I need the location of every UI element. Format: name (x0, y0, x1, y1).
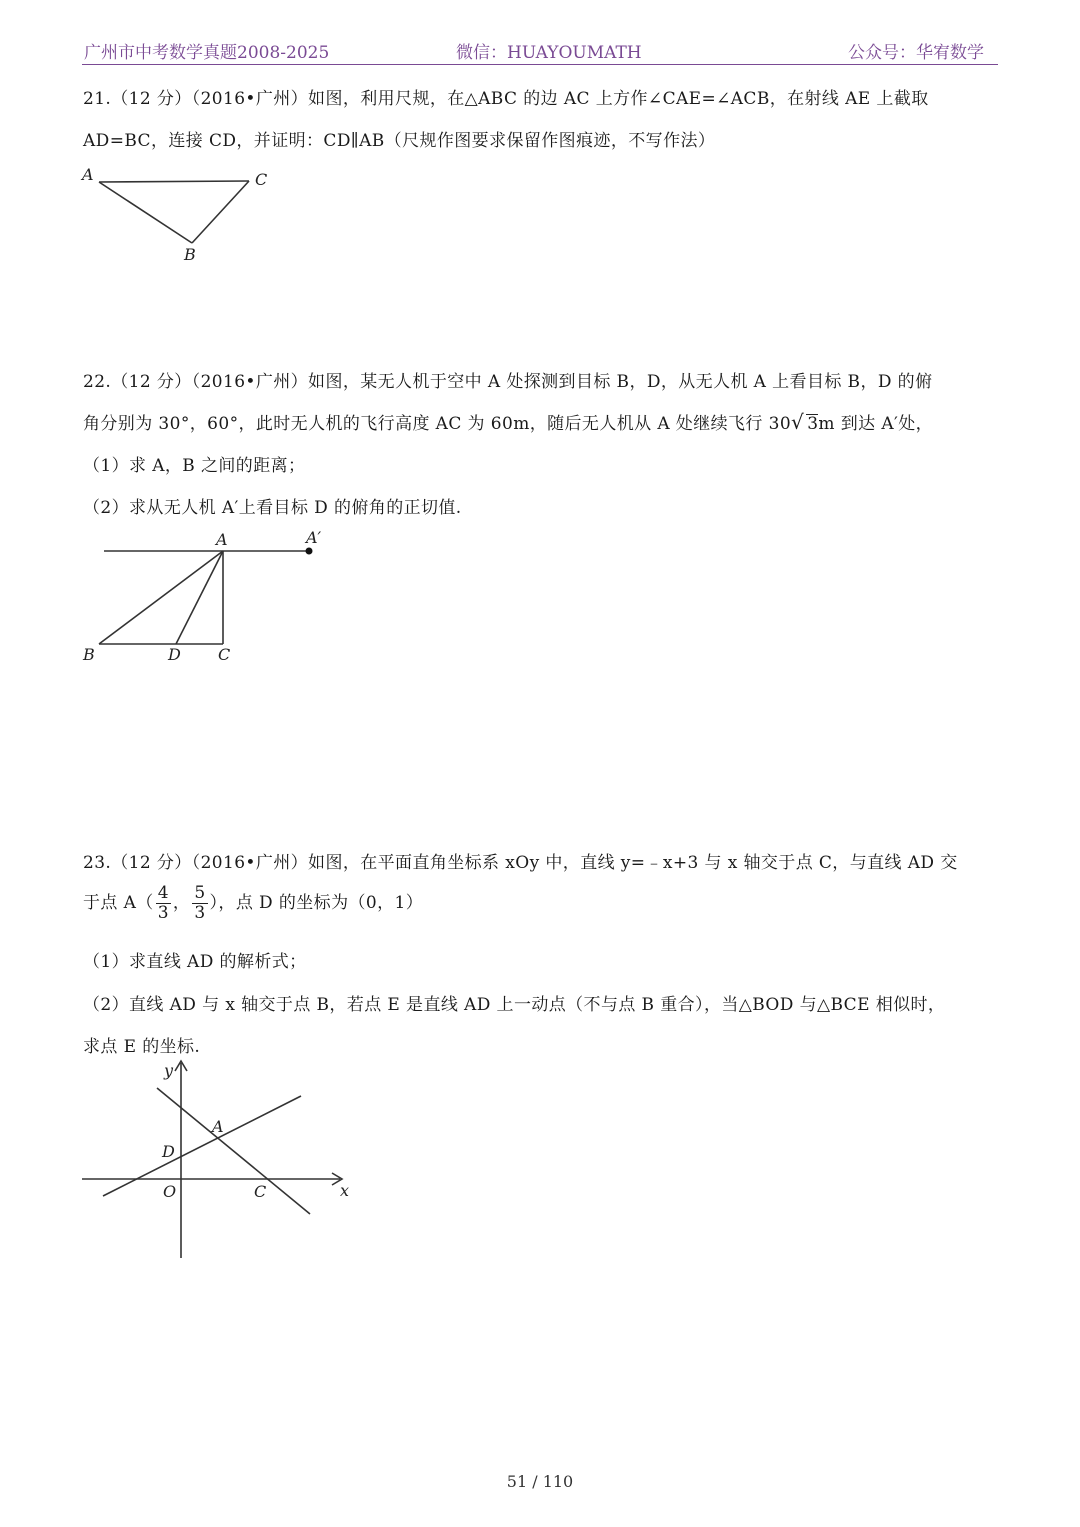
q23-fraction-y (192, 884, 207, 923)
q22-part2: （2）求从无人机 A′上看目标 D 的俯角的正切值. (83, 498, 462, 518)
q22-text-line1: 22.（12 分）（2016•广州）如图，某无人机于空中 A 处探测到目标 B，D，从无人机 A 上看目标 B，D 的俯 (83, 372, 933, 392)
q21-label-b: B (184, 245, 196, 264)
header-wechat: 微信：HUAYOUMATH (456, 43, 642, 63)
q23-line-ad (103, 1096, 301, 1196)
page-number: 51 / 110 (506, 1472, 574, 1491)
q21-triangle-figure (78, 164, 288, 268)
q23-text-line1: 23.（12 分）（2016•广州）如图，在平面直角坐标系 xOy 中，直线 y=﹣x+3 与 x 轴交于点 C，与直线 AD 交 (83, 853, 958, 873)
q23-label-o: O (163, 1182, 177, 1201)
q21-text-line1: 21.（12 分）（2016•广州）如图，利用尺规，在△ABC 的边 AC 上方作∠CAE=∠ACB，在射线 AE 上截取 (83, 89, 929, 109)
q22-label-b: B (83, 645, 95, 664)
q22-segment-ad (176, 551, 223, 644)
q21-segment-ac (99, 181, 249, 182)
q21-label-c: C (255, 170, 268, 189)
q22-sqrt-symbol: √ (791, 410, 805, 434)
q23-fraction-x (156, 884, 171, 923)
q23-label-a: A (212, 1117, 224, 1136)
q23-part2-line2: 求点 E 的坐标. (83, 1037, 201, 1057)
page-header (82, 36, 998, 65)
q21-segment-bc (192, 181, 249, 243)
q23-line2-before: 于点 A（ (83, 893, 154, 913)
q22-sqrt-radicand: 3 (807, 414, 819, 434)
q23-text-line2 (83, 884, 423, 923)
q23-line2-comma: ， (172, 893, 191, 913)
q21-segment-ab (99, 182, 192, 243)
q23-frac2-num: 5 (194, 883, 206, 903)
q22-segment-ab (99, 551, 223, 644)
q22-line2-after: m 到达 A′处， (818, 414, 934, 434)
q21-text-line2: AD=BC，连接 CD，并证明：CD∥AB（尺规作图要求保留作图痕迹，不写作法） (83, 131, 716, 151)
q22-text-line2 (83, 409, 933, 434)
q22-label-d: D (168, 645, 181, 664)
q23-label-x: x (340, 1181, 350, 1200)
q22-label-a-prime: A′ (306, 528, 322, 547)
q23-label-d: D (162, 1142, 175, 1161)
q23-part2-line1: （2）直线 AD 与 x 轴交于点 B，若点 E 是直线 AD 上一动点（不与点 B 重合），当△BOD 与△BCE 相似时， (83, 995, 946, 1015)
q23-line2-after: ），点 D 的坐标为（0，1） (209, 893, 424, 913)
q22-line2-before: 角分别为 30°，60°，此时无人机的飞行高度 AC 为 60m，随后无人机从 A 处继续飞行 30 (83, 414, 792, 434)
q23-coordinate-figure (78, 1055, 358, 1265)
header-account: 公众号：华宥数学 (848, 43, 984, 63)
q23-line-ac (157, 1088, 310, 1214)
q21-label-a: A (82, 165, 94, 184)
q22-point-a-prime (306, 548, 313, 555)
q23-frac1-den: 3 (157, 903, 169, 923)
q22-part1: （1）求 A，B 之间的距离； (83, 456, 306, 476)
q23-label-y: y (164, 1061, 174, 1080)
q22-drone-figure (78, 526, 338, 668)
q23-label-c: C (254, 1182, 267, 1201)
header-title: 广州市中考数学真题2008-2025 (84, 43, 330, 63)
q23-frac2-den: 3 (194, 903, 206, 923)
q22-label-a: A (216, 530, 228, 549)
q23-frac1-num: 4 (157, 883, 169, 903)
q22-label-c: C (218, 645, 231, 664)
q23-part1: （1）求直线 AD 的解析式； (83, 952, 307, 972)
